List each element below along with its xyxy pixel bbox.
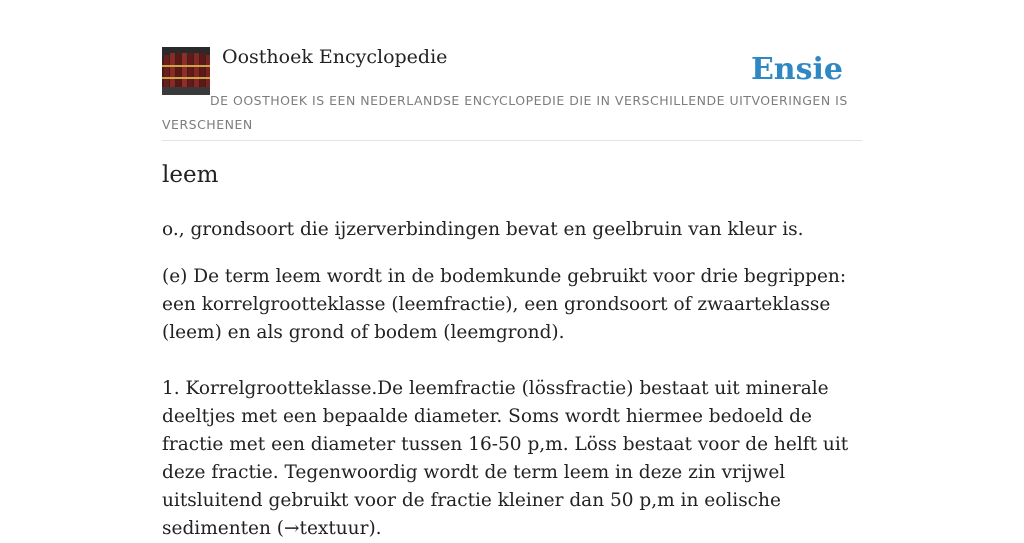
- paragraph-text-end: ).: [368, 518, 382, 539]
- site-header: [162, 0, 862, 141]
- article-paragraph: [162, 375, 862, 543]
- article-paragraph: (e) De term leem wordt in de bodemkunde gebruikt voor drie begrippen: een korrelgrootteklasse (leemfractie), een grondsoort of zwaarteklasse (leem) en als grond of bodem (leemgrond).: [162, 266, 847, 343]
- article-body: [162, 263, 862, 543]
- paragraph-text: 1. Korrelgrootteklasse.De leemfractie (lössfractie) bestaat uit minerale deeltjes met een bepaalde diameter. Soms wordt hiermee bedoeld de fractie met een diameter tussen 16-50 p,m. Löss bestaat voor de helft uit deze fractie. Tegenwoordig wordt de term leem in deze zin vrijwel uitsluitend gebruikt voor de fractie kleiner dan 50 p,m in eolische sedimenten (: [162, 378, 849, 539]
- brand-logo-link[interactable]: Ensie: [750, 52, 843, 87]
- cross-reference-link[interactable]: →textuur: [284, 518, 369, 539]
- encyclopedia-books-icon: [162, 47, 210, 95]
- site-name-link[interactable]: Oosthoek Encyclopedie: [222, 46, 448, 68]
- site-avatar[interactable]: [162, 47, 210, 95]
- site-tagline: DE OOSTHOEK IS EEN NEDERLANDSE ENCYCLOPEDIE DIE IN VERSCHILLENDE UITVOERINGEN IS VERSCHENEN: [162, 93, 848, 132]
- article-definition: o., grondsoort die ijzerverbindingen bevat en geelbruin van kleur is.: [162, 219, 804, 240]
- page: [162, 0, 862, 539]
- article-title: leem: [162, 162, 219, 188]
- paragraph-gap: [162, 347, 862, 375]
